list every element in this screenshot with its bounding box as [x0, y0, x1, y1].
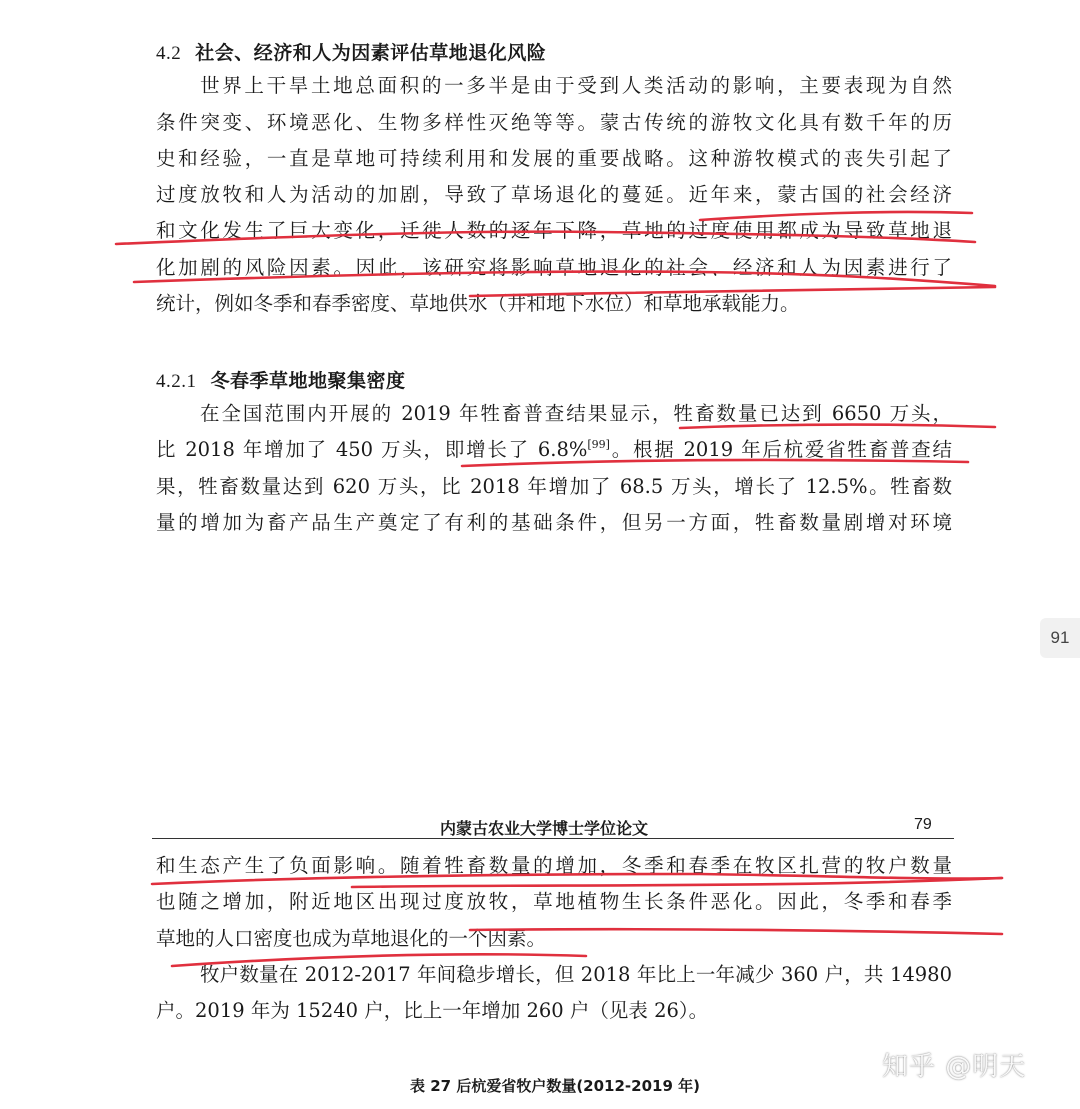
paragraph-line: 世界上干旱土地总面积的一多半是由于受到人类活动的影响，主要表现为自然 [200, 74, 952, 97]
paragraph-line: 在全国范围内开展的 2019 年牲畜普查结果显示，牲畜数量已达到 6650 万头， [200, 402, 952, 425]
page-indicator-badge[interactable]: 91 [1040, 618, 1080, 658]
paragraph-line: 牧户数量在 2012-2017 年间稳步增长，但 2018 年比上一年减少 360 户，共 14980 [200, 963, 952, 986]
section-number: 4.2 [156, 43, 182, 64]
paragraph-line: 和文化发生了巨大变化，迁徙人数的逐年下降，草地的过度使用都成为导致草地退 [156, 219, 952, 242]
paragraph-line [156, 438, 952, 462]
section-title: 社会、经济和人为因素评估草地退化风险 [195, 42, 547, 64]
paragraph-line: 果，牲畜数量达到 620 万头，比 2018 年增加了 68.5 万头，增长了 12.5%。牲畜数 [156, 475, 952, 498]
section-number: 4.2.1 [156, 371, 197, 392]
table-caption: 表 27 后杭爱省牧户数量(2012-2019 年) [410, 1077, 700, 1095]
section-title: 冬春季草地地聚集密度 [210, 370, 406, 392]
citation-ref: [99] [587, 438, 610, 451]
section-heading-4-2 [156, 38, 546, 65]
underline-stroke [352, 878, 1002, 887]
running-head: 内蒙古农业大学博士学位论文 [440, 819, 649, 838]
paragraph-line: 草地的人口密度也成为草地退化的一个因素。 [156, 927, 547, 950]
header-rule [152, 838, 954, 839]
watermark: 知乎 @明天 [882, 1052, 1027, 1082]
line-text: 比 2018 年增加了 450 万头，即增长了 6.8% [156, 438, 588, 461]
paragraph-line: 户。2019 年为 15240 户，比上一年增加 260 户（见表 26）。 [156, 999, 709, 1022]
paragraph-line: 和生态产生了负面影响。随着牲畜数量的增加，冬季和春季在牧区扎营的牧户数量 [156, 854, 952, 877]
paragraph-line: 过度放牧和人为活动的加剧，导致了草场退化的蔓延。近年来，蒙古国的社会经济 [156, 183, 952, 206]
line-text: 。根据 2019 年后杭爱省牲畜普查结 [609, 438, 952, 461]
page-number: 79 [914, 816, 932, 833]
paragraph-line: 统计，例如冬季和春季密度、草地供水（井和地下水位）和草地承载能力。 [156, 292, 800, 315]
paragraph-line: 量的增加为畜产品生产奠定了有利的基础条件，但另一方面，牲畜数量剧增对环境 [156, 511, 952, 534]
paragraph-line: 化加剧的风险因素。因此，该研究将影响草地退化的社会、经济和人为因素进行了 [156, 256, 952, 279]
paragraph-line: 条件突变、环境恶化、生物多样性灭绝等等。蒙古传统的游牧文化具有数千年的历 [156, 111, 952, 134]
paragraph-line: 也随之增加，附近地区出现过度放牧，草地植物生长条件恶化。因此，冬季和春季 [156, 890, 952, 913]
section-heading-4-2-1 [156, 366, 406, 393]
paragraph-line: 史和经验，一直是草地可持续利用和发展的重要战略。这种游牧模式的丧失引起了 [156, 147, 952, 170]
